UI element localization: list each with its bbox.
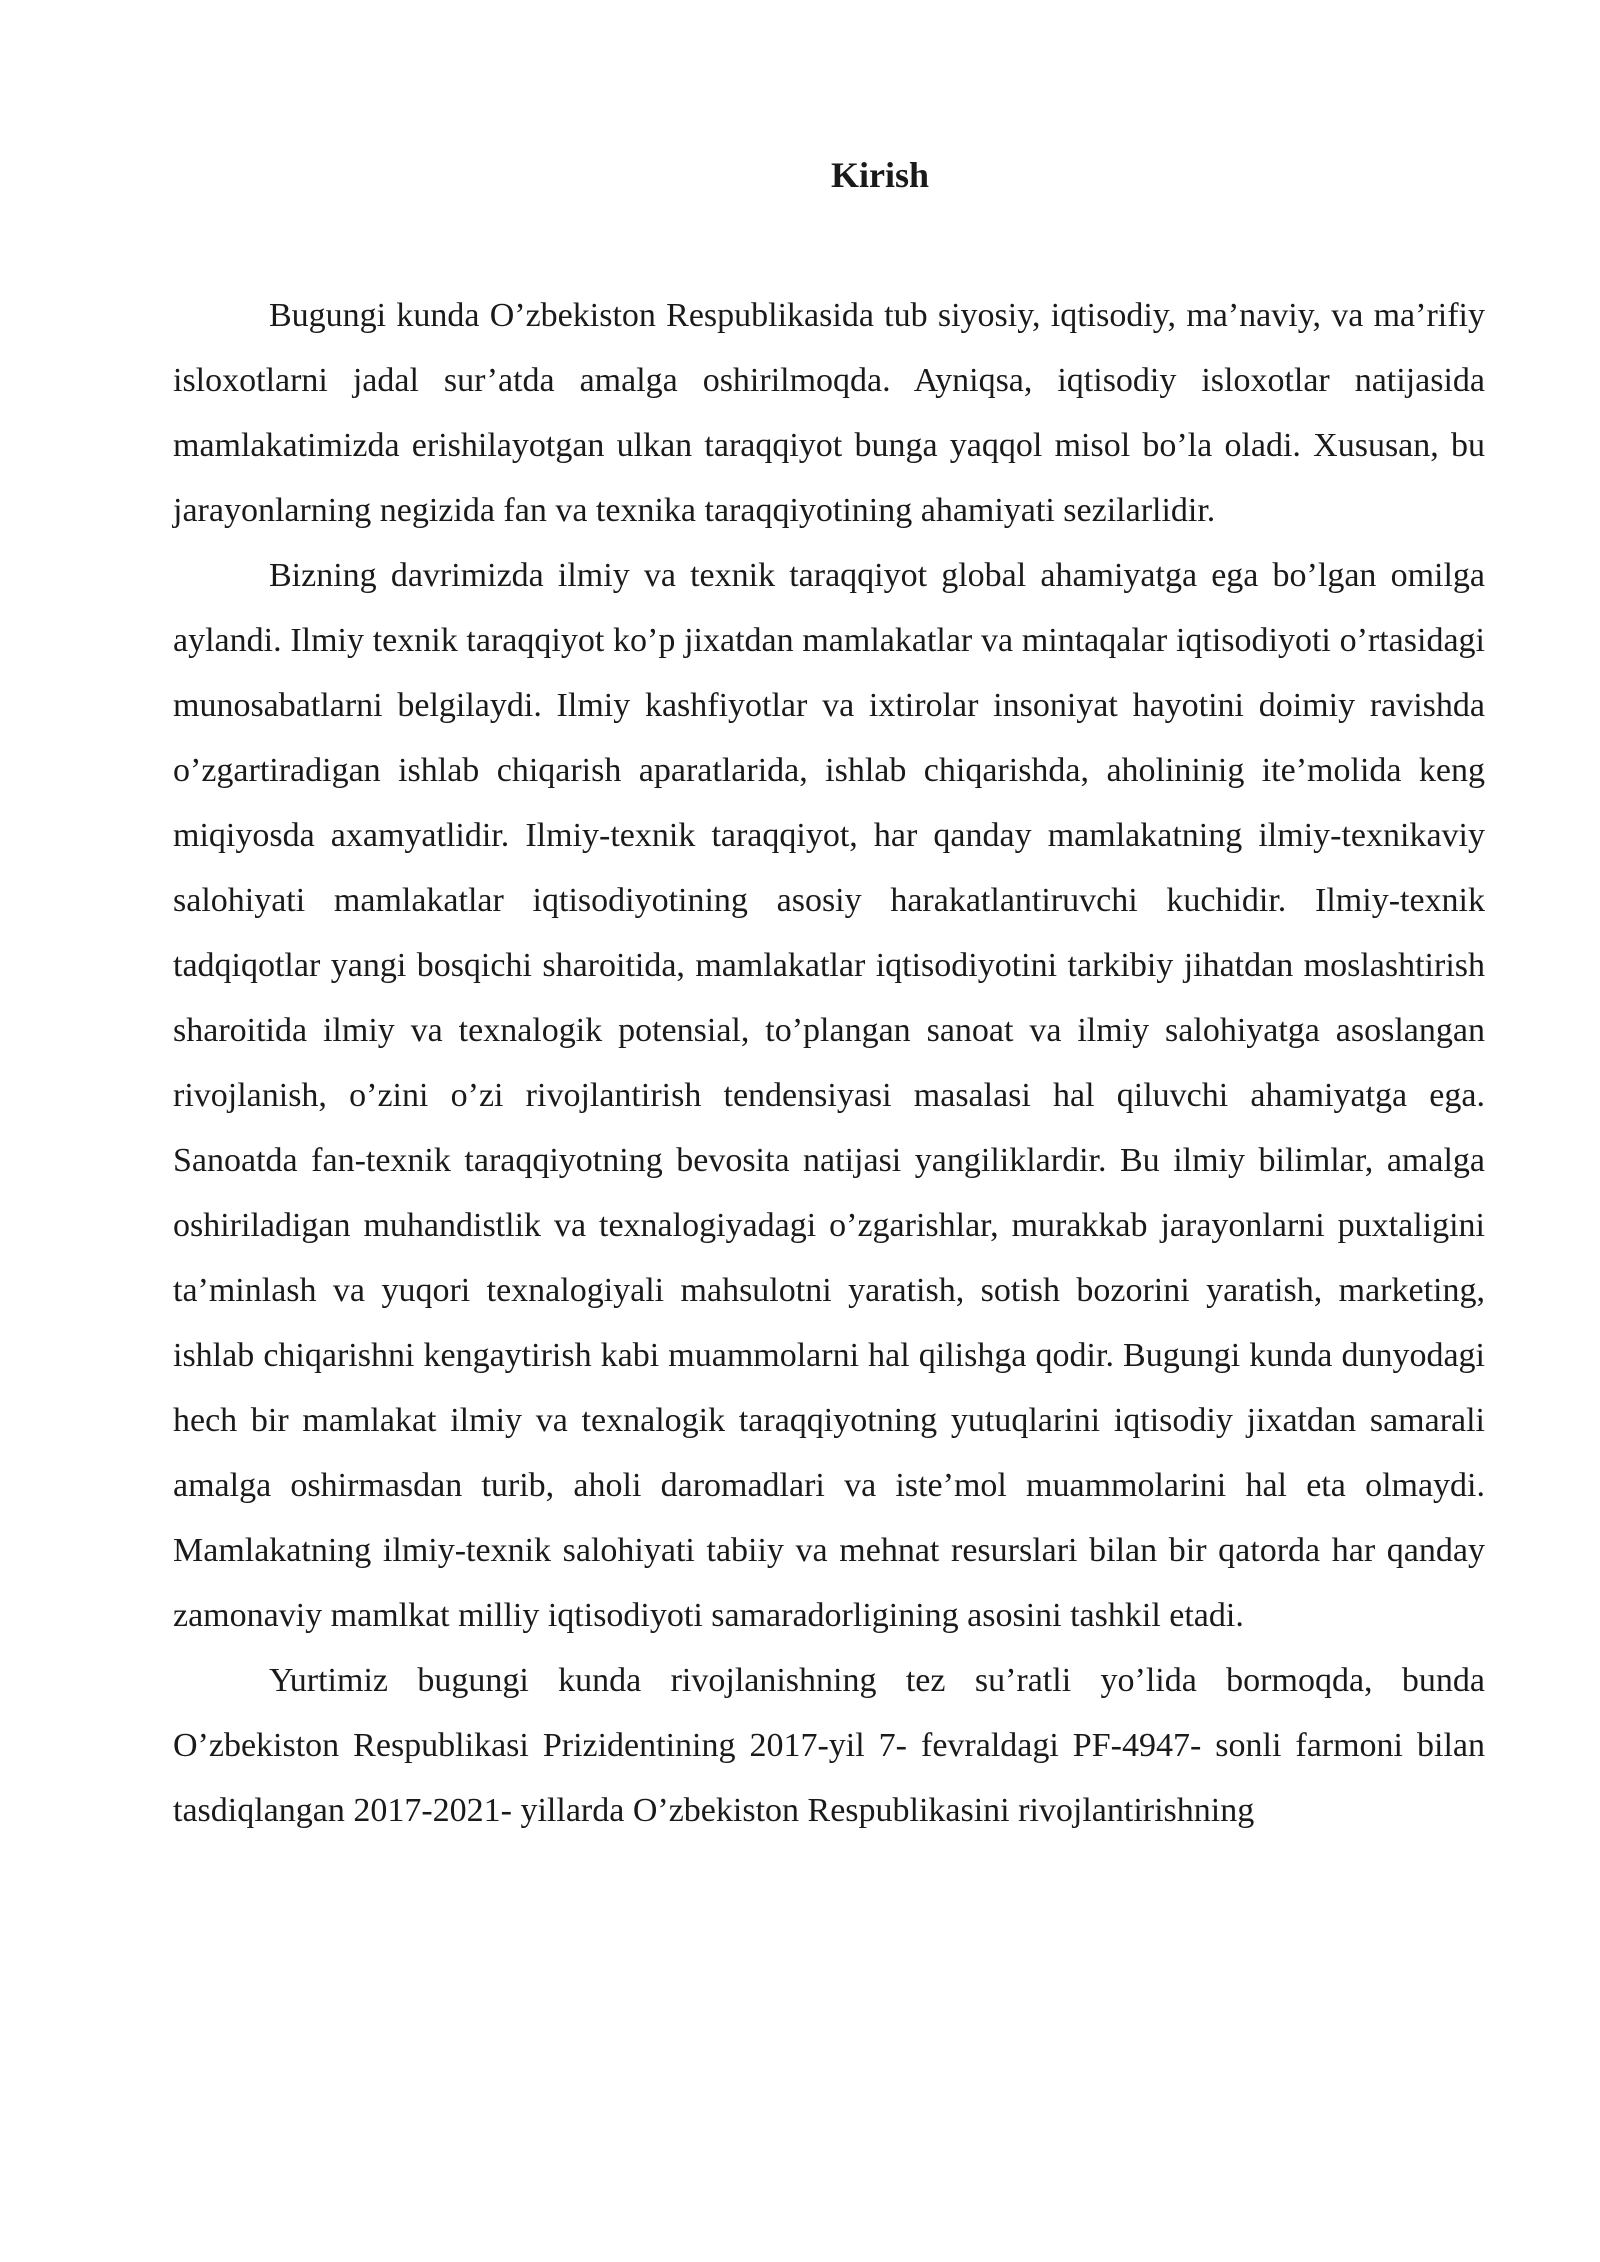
paragraph-1: Bugungi kunda O’zbekiston Respublikasida tub siyosiy, iqtisodiy, ma’naviy, va ma’rifiy isloxotlarni jadal sur’atda amalga oshirilmoqda. Ayniqsa, iqtisodiy isloxotlar natijasida mamlakatimizda erishilayotgan ulkan taraqqiyot bunga yaqqol misol bo’la oladi. Xususan, bu jarayonlarning negizida fan va texnika taraqqiyotining ahamiyati sezilarlidir. xyxy=(173,297,1485,529)
document-title: Kirish xyxy=(830,155,929,195)
document-body xyxy=(173,283,1485,1843)
paragraph-2: Bizning davrimizda ilmiy va texnik taraqqiyot global ahamiyatga ega bo’lgan omilga aylandi. Ilmiy texnik taraqqiyot ko’p jixatdan mamlakatlar va mintaqalar iqtisodiyoti o’rtasidagi munosabatlarni belgilaydi. Ilmiy kashfiyotlar va ixtirolar insoniyat hayotini doimiy ravishda o’zgartiradigan ishlab chiqarish aparatlarida, ishlab chiqarishda, aholininig ite’molida keng miqiyosda axamyatlidir. Ilmiy-texnik taraqqiyot, har qanday mamlakatning ilmiy-texnikaviy salohiyati mamlakatlar iqtisodiyotining asosiy harakatlantiruvchi kuchidir. Ilmiy-texnik tadqiqotlar yangi bosqichi sharoitida, mamlakatlar iqtisodiyotini tarkibiy jihatdan moslashtirish sharoitida ilmiy va texnalogik potensial, to’plangan sanoat va ilmiy salohiyatga asoslangan rivojlanish, o’zini o’zi rivojlantirish tendensiyasi masalasi hal qiluvchi ahamiyatga ega. Sanoatda fan-texnik taraqqiyotning bevosita natijasi yangiliklardir. Bu ilmiy bilimlar, amalga oshiriladigan muhandistlik va texnalogiyadagi o’zgarishlar, murakkab jarayonlarni puxtaligini ta’minlash va yuqori texnalogiyali mahsulotni yaratish, sotish bozorini yaratish, marketing, ishlab chiqarishni kengaytirish kabi muammolarni hal qilishga qodir. Bugungi kunda dunyodagi hech bir mamlakat ilmiy va texnalogik taraqqiyotning yutuqlarini iqtisodiy jixatdan samarali amalga oshirmasdan turib, aholi daromadlari va iste’mol muammolarini hal eta olmaydi. Mamlakatning ilmiy-texnik salohiyati tabiiy va mehnat resurslari bilan bir qatorda har qanday zamonaviy mamlkat milliy iqtisodiyoti samaradorligining asosini tashkil etadi. xyxy=(173,557,1485,1634)
paragraph-3: Yurtimiz bugungi kunda rivojlanishning tez su’ratli yo’lida bormoqda, bunda O’zbekiston Respublikasi Prizidentining 2017-yil 7- fevraldagi PF-4947- sonli farmoni bilan tasdiqlangan 2017-2021- yillarda O’zbekiston Respublikasini rivojlantirishning xyxy=(173,1662,1485,1829)
